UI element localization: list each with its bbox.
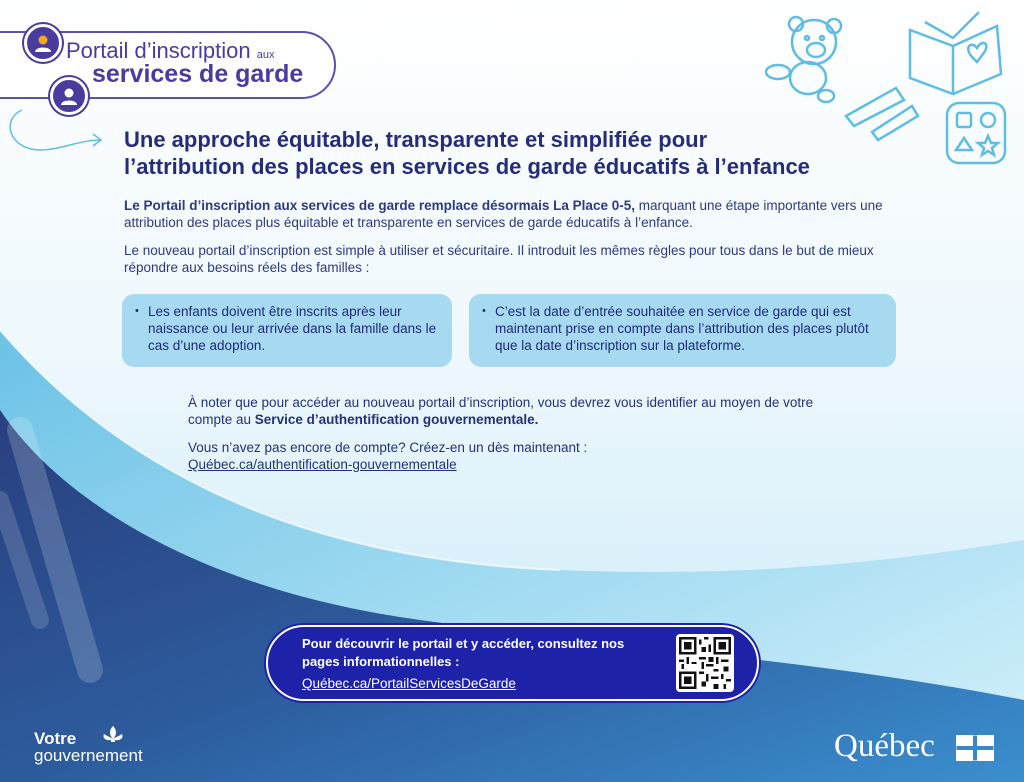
intro-paragraph-rest: marquant une étape importante vers une attribution des places plus équitable et transparente en services de garde éducatifs à l’enfance. (124, 198, 883, 230)
quebec-flag-icon (956, 735, 994, 761)
person-icon (24, 24, 62, 62)
qr-code-icon[interactable] (676, 634, 734, 692)
portal-title-line2: services de garde (92, 60, 304, 88)
intro-paragraph (124, 197, 894, 231)
portal-title-line1: Portail d’inscription aux (66, 38, 275, 63)
votre-text: Votre (34, 729, 77, 748)
page-headline (124, 126, 914, 180)
intro-paragraph-bold: Le Portail d’inscription aux services de garde remplace désormais La Place 0-5, (124, 198, 635, 213)
headline-line1: Une approche équitable, transparente et simplifiée pour (124, 127, 708, 152)
rules-paragraph: Le nouveau portail d’inscription est simple à utiliser et sécuritaire. Il introduit les mêmes règles pour tous dans le but de mieux répondre aux besoins réels des familles : (124, 243, 874, 275)
portal-info-link[interactable]: Québec.ca/PortailServicesDeGarde (302, 676, 516, 691)
authentication-note-text: À noter que pour accéder au nouveau portail d’inscription, vous devrez vous identifier au moyen de votre compte au (188, 395, 814, 427)
person-icon (50, 77, 88, 115)
portal-title-small: aux (256, 49, 275, 61)
headline-line2: l’attribution des places en services de garde éducatifs à l’enfance (124, 154, 810, 179)
cta-text: Pour découvrir le portail et y accéder, consultez nos pages informationnelles : (302, 636, 625, 669)
quebec-wordmark: Québec (834, 728, 935, 764)
authentication-note (188, 394, 838, 428)
authentication-service-name: Service d’authentification gouvernementale. (254, 412, 539, 427)
create-account-note (188, 439, 838, 473)
create-account-text: Vous n’avez pas encore de compte? Créez-en un dès maintenant : (188, 440, 588, 455)
gouvernement-text: gouvernement (34, 746, 143, 765)
shapes-toy-icon (944, 100, 1008, 166)
authentication-link[interactable]: Québec.ca/authentification-gouvernementale (188, 457, 457, 472)
votre-gouvernement-logo (34, 730, 143, 764)
cta-banner (266, 625, 759, 701)
fleur-de-lis-icon (98, 724, 128, 746)
bullet-item: • C’est la date d’entrée souhaitée en service de garde qui est maintenant prise en compte dans l’attribution des places plutôt que la date d’inscription sur la plateforme. (469, 294, 896, 367)
bullet-item: • Les enfants doivent être inscrits après leur naissance ou leur arrivée dans la famille dans le cas d’une adoption. (122, 294, 452, 367)
